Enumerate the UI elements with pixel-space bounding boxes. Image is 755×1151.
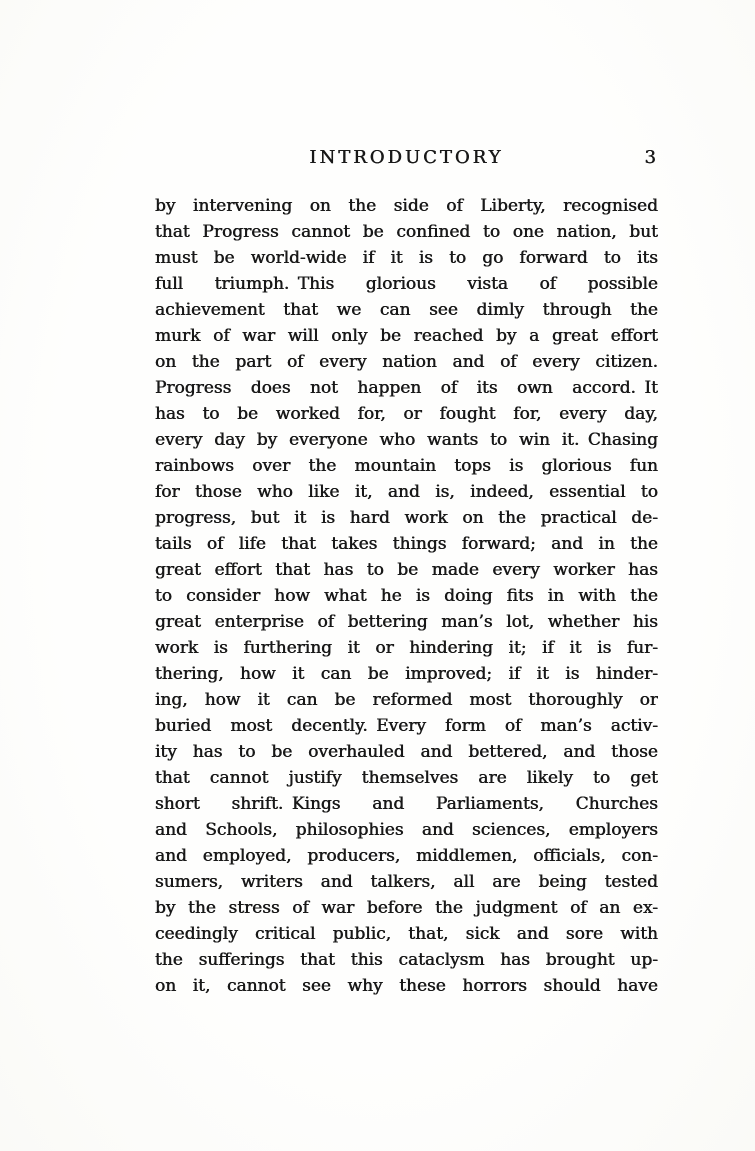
text-line: has to be worked for, or fought for, every day, — [155, 404, 658, 424]
text-line: rainbows over the mountain tops is glorious fun — [155, 456, 658, 476]
text-line: short shrift. Kings and Parliaments, Churches — [155, 794, 658, 814]
text-line: every day by everyone who wants to win it. Chasing — [155, 430, 658, 450]
text-line: murk of war will only be reached by a great effort — [155, 326, 658, 346]
text-line: achievement that we can see dimly through the — [155, 300, 658, 320]
text-line: by intervening on the side of Liberty, recognised — [155, 196, 658, 216]
running-header — [155, 146, 658, 172]
text-line: work is furthering it or hindering it; if it is fur- — [155, 638, 658, 658]
text-line: and Schools, philosophies and sciences, employers — [155, 820, 658, 840]
text-line: that Progress cannot be confined to one nation, but — [155, 222, 658, 242]
text-line: for those who like it, and is, indeed, essential to — [155, 482, 658, 502]
text-line: ceedingly critical public, that, sick and sore with — [155, 924, 658, 944]
text-line: buried most decently. Every form of man’s activ- — [155, 716, 658, 736]
text-line: must be world-wide if it is to go forward to its — [155, 248, 658, 268]
text-line: the sufferings that this cataclysm has brought up- — [155, 950, 658, 970]
text-line: great enterprise of bettering man’s lot, whether his — [155, 612, 658, 632]
text-line: on the part of every nation and of every citizen. — [155, 352, 658, 372]
text-line: on it, cannot see why these horrors should have — [155, 976, 658, 996]
text-line: ity has to be overhauled and bettered, and those — [155, 742, 658, 762]
text-line: tails of life that takes things forward; and in the — [155, 534, 658, 554]
text-line: ing, how it can be reformed most thoroughly or — [155, 690, 658, 710]
text-line: by the stress of war before the judgment of an ex- — [155, 898, 658, 918]
text-line: progress, but it is hard work on the practical de- — [155, 508, 658, 528]
text-line: and employed, producers, middlemen, officials, con- — [155, 846, 658, 866]
chapter-title: INTRODUCTORY — [309, 147, 504, 168]
text-line: sumers, writers and talkers, all are being tested — [155, 872, 658, 892]
body-text — [155, 193, 658, 999]
text-line: full triumph. This glorious vista of possible — [155, 274, 658, 294]
text-line: great effort that has to be made every worker has — [155, 560, 658, 580]
text-line: thering, how it can be improved; if it is hinder- — [155, 664, 658, 684]
text-line: that cannot justify themselves are likely to get — [155, 768, 658, 788]
text-line: to consider how what he is doing fits in with the — [155, 586, 658, 606]
text-line: Progress does not happen of its own accord. It — [155, 378, 658, 398]
page-number: 3 — [644, 147, 656, 168]
